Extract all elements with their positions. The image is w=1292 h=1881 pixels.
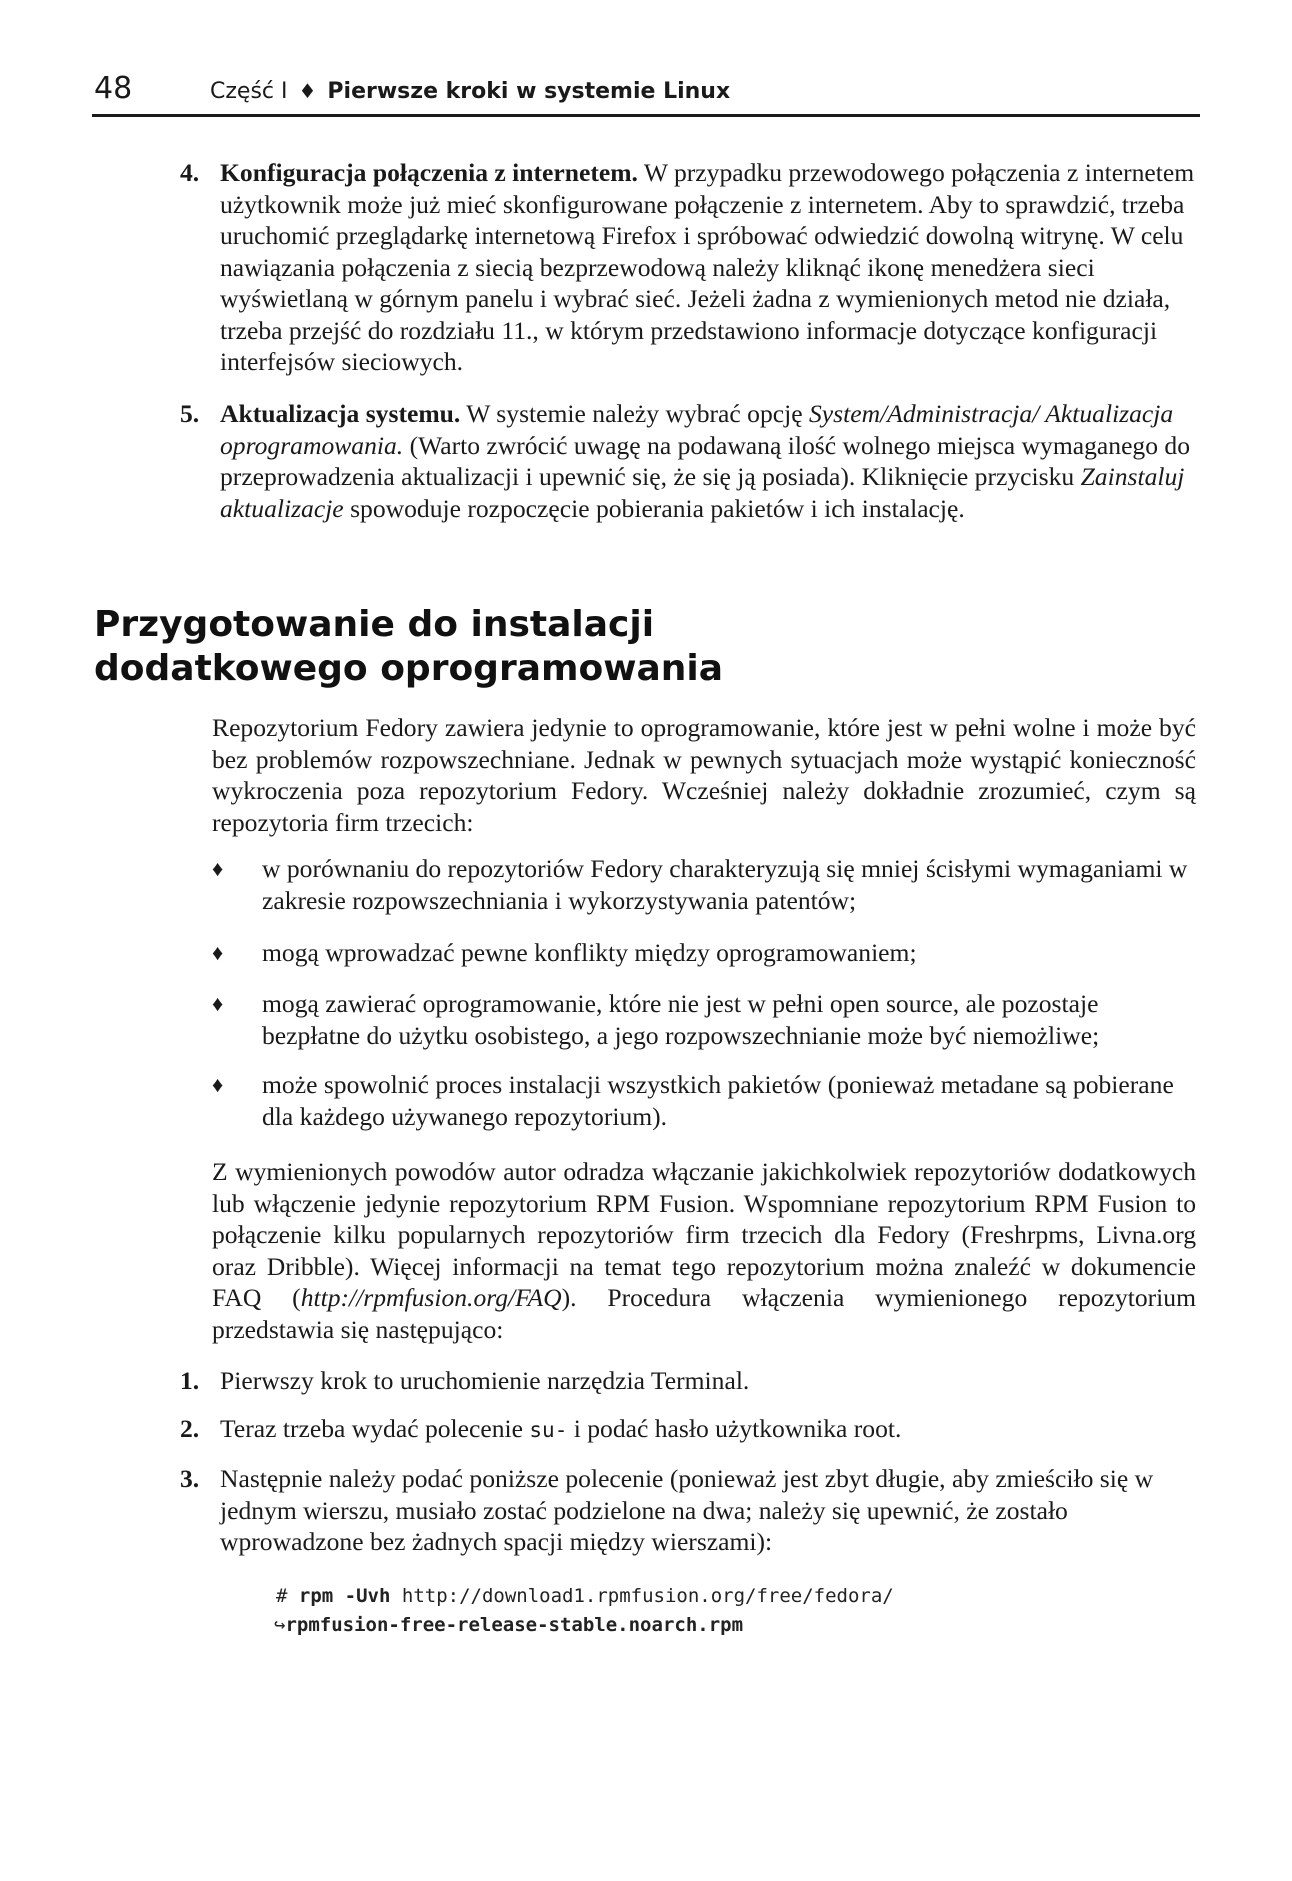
step-number: 1.	[180, 1366, 200, 1395]
section-heading	[94, 603, 994, 691]
heading-line: Przygotowanie do instalacji	[94, 604, 655, 645]
chapter-title: Pierwsze kroki w systemie Linux	[327, 79, 731, 104]
command-package: rpmfusion-free-release-stable.noarch.rpm	[285, 1614, 744, 1636]
intro-paragraph: Repozytorium Fedory zawiera jedynie to oprogramowanie, które jest w pełni wolne i może być bez problemów rozpowszechniane. Jednak w pewnych sytuacjach może wystąpić konieczność wykroczenia poza repozytorium Fedory. Wcześniej należy dokładnie zrozumieć, czym są repozytoria firm trzecich:	[212, 713, 1196, 837]
item-lead: Konfiguracja połączenia z internetem.	[220, 158, 638, 187]
bullet-text: mogą zawierać oprogramowanie, które nie jest w pełni open source, ale pozostaje bezpłatne do użytku osobistego, a jego rozpowszechnianie może być niemożliwe;	[262, 989, 1100, 1050]
page-number: 48	[94, 71, 133, 106]
menu-path: System/Administracja/ Aktualizacja oprogramowania.	[220, 399, 1174, 460]
bullet-text: może spowolnić proces instalacji wszystkich pakietów (ponieważ metadane są pobierane dla każdego używanego repozytorium).	[262, 1070, 1174, 1131]
item-text: W systemie należy wybrać opcję	[460, 399, 809, 428]
step-text: Pierwszy krok to uruchomienie narzędzia Terminal.	[220, 1366, 750, 1395]
list-item	[180, 398, 1196, 524]
step-item	[180, 1413, 1196, 1447]
body-paragraph	[212, 1156, 1196, 1345]
shell-prompt: #	[276, 1585, 288, 1607]
paragraph-text: ). Procedura włączenia wymienionego repozytorium przedstawia się następująco:	[212, 1283, 1196, 1344]
heading-line: dodatkowego oprogramowania	[94, 648, 724, 689]
button-name: Zainstaluj aktualizacje	[220, 462, 1185, 523]
faq-link[interactable]: http://rpmfusion.org/FAQ	[300, 1283, 562, 1312]
diamond-icon: ♦	[212, 940, 224, 965]
item-text: (Warto zwrócić uwagę na podawaną ilość wolnego miejsca wymaganego do przeprowadzenia aktualizacji i upewnić się, że się ją posiada). Kliknięcie przycisku	[220, 430, 1191, 491]
diamond-icon: ♦	[212, 1072, 224, 1097]
list-item	[180, 157, 1196, 378]
step-number: 3.	[180, 1464, 200, 1493]
bullet-item	[212, 988, 1192, 1051]
inline-command: su-	[529, 1418, 568, 1442]
running-header-title	[210, 76, 730, 107]
item-number: 4.	[180, 158, 200, 187]
bullet-text: mogą wprowadzać pewne konflikty między oprogramowaniem;	[262, 938, 917, 967]
line-continuation-icon: ↪	[274, 1614, 286, 1636]
step-text: i podać hasło użytkownika root.	[567, 1414, 902, 1443]
step-item	[180, 1463, 1196, 1558]
bullet-item	[212, 853, 1192, 916]
step-text: Następnie należy podać poniższe polecenie (ponieważ jest zbyt długie, aby zmieściło się w jednym wierszu, musiało zostać podzielone na dwa; należy się upewnić, że zostało wprowadzone bez żadnych spacji między wierszami):	[220, 1464, 1154, 1556]
item-text: W przypadku przewodowego połączenia z internetem użytkownik może już mieć skonfigurowane połączenie z internetem. Aby to sprawdzić, trzeba uruchomić przeglądarkę internetową Firefox i spróbować odwiedzić dowolną witrynę. W celu nawiązania połączenia z siecią bezprzewodową należy kliknąć ikonę menedżera sieci wyświetlaną w górnym panelu i wybrać sieć. Jeżeli żadna z wymienionych metod nie działa, trzeba przejść do rozdziału 11., w którym przedstawiono informacje dotyczące konfiguracji interfejsów sieciowych.	[220, 158, 1195, 376]
item-number: 5.	[180, 399, 200, 428]
bullet-item	[212, 937, 1192, 969]
part-label: Część I	[210, 79, 288, 104]
diamond-icon: ♦	[212, 991, 224, 1016]
step-text: Teraz trzeba wydać polecenie	[220, 1414, 530, 1443]
diamond-icon: ♦	[298, 79, 317, 103]
command-url: http://download1.rpmfusion.org/free/fedora/	[401, 1585, 894, 1607]
bullet-item	[212, 1069, 1192, 1132]
command-block	[276, 1582, 1176, 1640]
running-header	[92, 70, 1200, 117]
step-number: 2.	[180, 1414, 200, 1443]
bullet-text: w porównaniu do repozytoriów Fedory charakteryzują się mniej ścisłymi wymaganiami w zakresie rozpowszechniania i wykorzystywania patentów;	[262, 854, 1188, 915]
item-lead: Aktualizacja systemu.	[220, 399, 461, 428]
item-text: spowoduje rozpoczęcie pobierania pakietów i ich instalację.	[343, 493, 965, 523]
paragraph-text: Z wymienionych powodów autor odradza włączanie jakichkolwiek repozytoriów dodatkowych lub włączenie jedynie repozytorium RPM Fusion. Wspomniane repozytorium RPM Fusion to połączenie kilku popularnych repozytoriów firm trzecich dla Fedory (Freshrpms, Livna.org oraz Dribble). Więcej informacji na temat tego repozytorium można znaleźć w dokumencie FAQ (	[212, 1157, 1196, 1312]
command-name: rpm -Uvh	[298, 1585, 391, 1607]
step-item	[180, 1365, 1196, 1397]
diamond-icon: ♦	[212, 856, 224, 881]
